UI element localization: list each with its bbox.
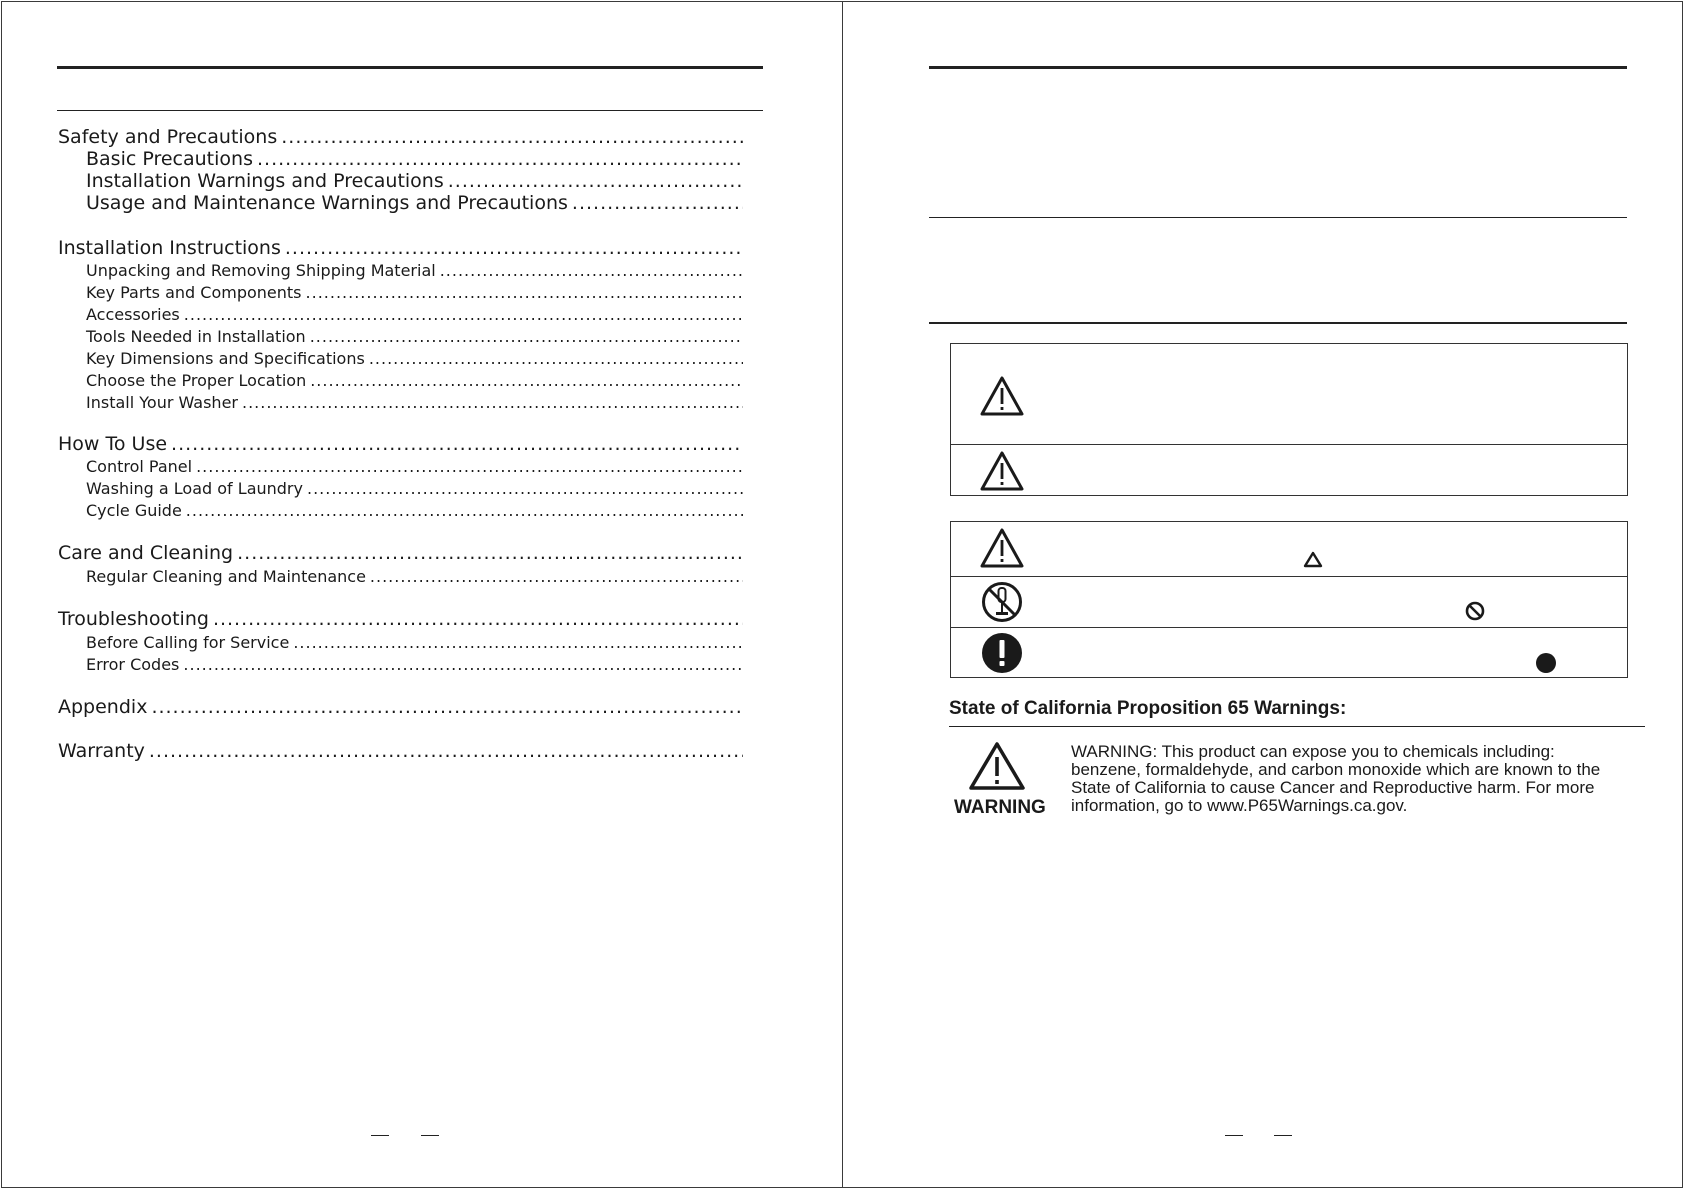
toc-entry[interactable]: Regular Cleaning and Maintenance .....	[86, 567, 743, 586]
toc-entry[interactable]: Cycle Guide .....	[86, 501, 743, 520]
prop65-heading: State of California Proposition 65 Warnings:	[949, 698, 1347, 719]
page-number-mark	[421, 1135, 439, 1136]
toc-entry[interactable]: Choose the Proper Location .....	[86, 371, 743, 390]
small-prohibition-icon	[1465, 601, 1485, 621]
toc-entry[interactable]: Basic Precautions .....	[86, 148, 743, 170]
top-rule	[929, 66, 1627, 69]
prop65-line: information, go to www.P65Warnings.ca.gov.	[1071, 796, 1408, 815]
prop65-warning-label: WARNING	[954, 797, 1046, 818]
toc-entry[interactable]: Unpacking and Removing Shipping Material .....	[86, 261, 743, 280]
prop65-line: benzene, formaldehyde, and carbon monoxide which are known to the	[1071, 760, 1601, 779]
section-rule	[929, 217, 1627, 218]
no-disassembly-icon	[981, 581, 1023, 623]
toc-rule	[57, 110, 763, 111]
toc-entry[interactable]: How To Use .....	[58, 433, 743, 455]
toc-entry[interactable]: Control Panel .....	[86, 457, 743, 476]
symbol-row-mandatory	[951, 627, 1627, 677]
toc-entry[interactable]: Error Codes .....	[86, 655, 743, 674]
small-filled-circle-icon	[1535, 652, 1557, 674]
warning-triangle-icon	[967, 740, 1027, 792]
toc-entry[interactable]: Appendix .....	[58, 696, 743, 718]
mandatory-exclamation-icon	[981, 632, 1023, 674]
signal-word-box	[950, 343, 1628, 496]
toc-entry[interactable]: Usage and Maintenance Warnings and Precautions .....	[86, 192, 743, 214]
warning-triangle-icon	[979, 450, 1025, 492]
page-number-mark	[1225, 1135, 1243, 1136]
prop65-line: WARNING: This product can expose you to chemicals including:	[1071, 742, 1555, 761]
toc-entry[interactable]: Accessories .....	[86, 305, 743, 324]
left-page	[1, 1, 843, 1188]
toc-entry[interactable]: Warranty .....	[58, 740, 743, 762]
toc-entry[interactable]: Key Dimensions and Specifications .....	[86, 349, 743, 368]
symbol-row-prohibited	[951, 576, 1627, 627]
signal-row-danger	[951, 344, 1627, 444]
top-rule	[57, 66, 763, 69]
page-number-mark	[1274, 1135, 1292, 1136]
prop65-rule	[949, 726, 1645, 727]
toc-entry[interactable]: Install Your Washer .....	[86, 393, 743, 412]
toc-entry[interactable]: Tools Needed in Installation .....	[86, 327, 743, 346]
prop65-warning-text	[1071, 743, 1641, 815]
small-triangle-icon	[1303, 551, 1323, 568]
warning-triangle-icon	[979, 527, 1025, 569]
toc-entry[interactable]: Key Parts and Components .....	[86, 283, 743, 302]
warning-triangle-icon	[979, 375, 1025, 417]
symbol-legend-box	[950, 521, 1628, 678]
prop65-line: State of California to cause Cancer and Reproductive harm. For more	[1071, 778, 1595, 797]
toc-entry[interactable]: Safety and Precautions .....	[58, 126, 743, 148]
toc-entry[interactable]: Installation Warnings and Precautions .....	[86, 170, 743, 192]
signal-row-warning	[951, 444, 1627, 495]
toc-entry[interactable]: Before Calling for Service .....	[86, 633, 743, 652]
section-rule	[929, 322, 1627, 324]
toc-entry[interactable]: Washing a Load of Laundry .....	[86, 479, 743, 498]
toc-entry[interactable]: Installation Instructions .....	[58, 237, 743, 259]
symbol-row-caution	[951, 522, 1627, 576]
toc-entry[interactable]: Care and Cleaning .....	[58, 542, 743, 564]
page-number-mark	[371, 1135, 389, 1136]
toc-entry[interactable]: Troubleshooting .....	[58, 608, 743, 630]
